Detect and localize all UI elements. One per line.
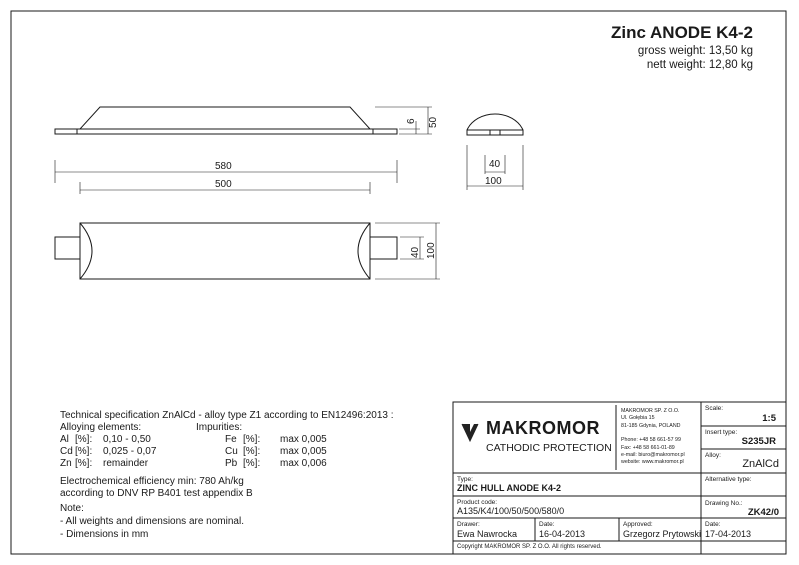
- company-subtitle: CATHODIC PROTECTION: [486, 442, 612, 454]
- drawer-label: Drawer:: [457, 521, 480, 528]
- alloy-el: Cd: [60, 446, 73, 457]
- dim-side-thickness: 6: [406, 118, 417, 124]
- drawing-no-value: ZK42/0: [747, 507, 779, 518]
- date-approved-label: Date:: [705, 521, 721, 528]
- address-line: [621, 430, 685, 437]
- alloy-label: Alloy:: [705, 452, 721, 459]
- drawing-title: Zinc ANODE K4-2: [610, 23, 753, 42]
- alloy-unit: [%]:: [75, 458, 93, 469]
- drawing-no-label: Drawing No.:: [705, 500, 743, 507]
- alloying-label: Alloying elements:: [60, 422, 142, 433]
- company-address: [621, 408, 685, 467]
- note-line-1: - All weights and dimensions are nominal.: [60, 516, 244, 527]
- impurity-unit: [%]:: [243, 446, 261, 457]
- company-name: MAKROMOR: [486, 418, 600, 438]
- date-approved-value: 17-04-2013: [705, 529, 752, 539]
- dim-length-body: 500: [215, 179, 232, 190]
- gross-weight: gross weight: 13,50 kg: [637, 45, 753, 57]
- end-view-insert: [490, 130, 500, 135]
- impurity-el: Fe: [225, 434, 237, 445]
- nett-weight: nett weight: 12,80 kg: [646, 59, 753, 71]
- address-line: Fax: +48 58 661-01-89: [621, 444, 675, 451]
- address-line: MAKROMOR SP. Z O.O.: [621, 408, 680, 414]
- dim-end-width: 100: [485, 176, 502, 187]
- makromor-logo: [462, 424, 478, 441]
- scale-value: 1:5: [762, 413, 776, 424]
- alloy-unit: [%]:: [75, 446, 93, 457]
- alt-type-label: Alternative type:: [705, 476, 752, 483]
- address-line: e-mail: biuro@makromor.pl: [621, 452, 685, 459]
- impurity-val: max 0,005: [280, 446, 327, 457]
- dim-length-total: 580: [215, 161, 232, 172]
- impurity-val: max 0,005: [280, 434, 327, 445]
- date-drawn-value: 16-04-2013: [539, 529, 586, 539]
- product-code-label: Product code:: [457, 499, 498, 506]
- note-label: Note:: [60, 503, 84, 514]
- top-view-body: [80, 223, 370, 279]
- insert-label: Insert type:: [705, 429, 738, 436]
- dim-top-insert: 40: [410, 246, 421, 258]
- date-drawn-label: Date:: [539, 521, 555, 528]
- top-view: [55, 223, 397, 279]
- copyright-notice: Copyright MAKROMOR SP. Z O.O. All rights reserved.: [457, 544, 602, 550]
- impurities-label: Impurities:: [196, 422, 243, 433]
- address-line: website: www.makromor.pl: [621, 459, 684, 466]
- dim-side-height: 50: [428, 116, 439, 128]
- impurity-el: Cu: [225, 446, 238, 457]
- alloy-value: ZnAlCd: [742, 458, 779, 470]
- note-line-2: - Dimensions in mm: [60, 529, 149, 540]
- approved-label: Approved:: [623, 521, 653, 528]
- scale-label: Scale:: [705, 405, 724, 412]
- alloy-val: 0,10 - 0,50: [103, 434, 151, 445]
- side-view: [55, 107, 432, 134]
- type-label: Type:: [457, 476, 473, 483]
- type-value: ZINC HULL ANODE K4-2: [457, 483, 562, 493]
- impurity-unit: [%]:: [243, 458, 261, 469]
- address-line: Phone: +48 58 661-57 99: [621, 437, 681, 444]
- alloy-el: Zn: [60, 458, 72, 469]
- alloy-val: 0,025 - 0,07: [103, 446, 157, 457]
- spec-heading: Technical specification ZnAlCd - alloy type Z1 according to EN12496:2013 :: [60, 410, 394, 421]
- alloy-val: remainder: [103, 458, 149, 469]
- side-view-body: [80, 107, 370, 129]
- dim-top-width: 100: [426, 242, 437, 259]
- impurity-unit: [%]:: [243, 434, 261, 445]
- dim-end-insert: 40: [489, 159, 501, 170]
- end-view: [467, 114, 523, 135]
- side-view-insert: [55, 129, 397, 134]
- insert-value: S235JR: [741, 436, 776, 447]
- product-code-value: A135/K4/100/50/500/580/0: [457, 506, 565, 516]
- address-line: 81-185 Gdynia, POLAND: [621, 422, 681, 429]
- efficiency-line-2: according to DNV RP B401 test appendix B: [60, 488, 253, 499]
- alloy-el: Al: [60, 434, 69, 445]
- alloy-unit: [%]:: [75, 434, 93, 445]
- impurity-el: Pb: [225, 458, 238, 469]
- approved-value: Grzegorz Prytowski: [623, 529, 702, 539]
- impurity-val: max 0,006: [280, 458, 327, 469]
- address-line: Ul. Gołębia 15: [621, 415, 655, 422]
- efficiency-line-1: Electrochemical efficiency min: 780 Ah/kg: [60, 476, 244, 487]
- drawer-value: Ewa Nawrocka: [457, 529, 518, 539]
